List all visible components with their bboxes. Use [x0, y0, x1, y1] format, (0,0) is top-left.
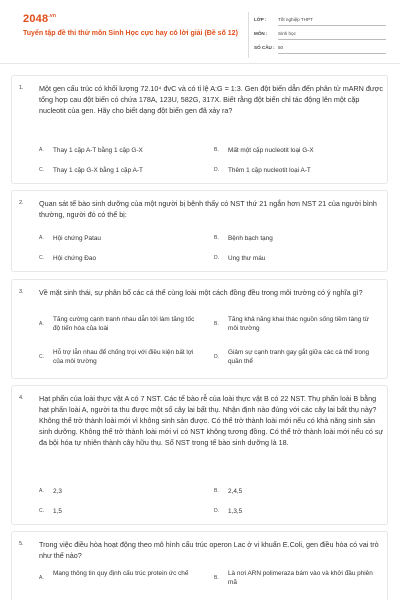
- question-number: 1.: [19, 85, 24, 91]
- question-card-2: 2. Quan sát tế bào sinh dưỡng của một người bị bệnh thấy có NST thứ 21 ngắn hơn NST 21 của người bình thường, người đó có thể bị: A. Hội chứng Patau B. Bệnh bạch tạng C. Hội chứng Đao D. Ung thư máu: [11, 190, 388, 272]
- question-number: 3.: [19, 289, 24, 295]
- meta-underline: [278, 53, 386, 54]
- question-card-4: 4. Hạt phấn của loài thực vật A có 7 NST. Các tế bào rễ của loài thực vật B có 22 NST. Thụ phấn loài B bằng hạt phấn loài A, người ta thu được một số cây lai bất thụ. Nhận định nào đúng với các cây lai bất thụ này? Không thể trở thành loài mới vì không sinh sản được. Có thể trở thành loài mới nếu có khả năng sinh sản sinh dưỡng. Không thể trở thành loài mới vì có NST không tương đồng. Có thể trở thành loài mới nếu có sự đa bội hóa tự nhiên thành cây hữu thụ. Số NST trong tế bào sinh dưỡng là 18. A. 2,3 B. 2,4,5 C. 1,5 D. 1,3,5: [11, 385, 388, 525]
- question-card-5: 5. Trong việc điều hòa hoạt động theo mô hình cấu trúc operon Lac ở vi khuẩn E.Coli, gen điều hòa có vai trò như thế nào? A. Mang thông tin quy định cấu trúc protein ức chế B. Là nơi ARN polimeraza bám vào và khởi đầu phiên mã: [11, 531, 388, 600]
- meta-value: Tốt nghiệp THPT: [278, 17, 313, 22]
- question-text: Một gen cấu trúc có khối lượng 72.10⁴ đvC và có tỉ lệ A:G = 1:3. Gen đột biến dẫn đến phân tử mARN được tổng hợp cau đột biến có chứa 178A, 123U, 582G, 317X. Biết rằng đột biến chỉ tác động lên một cặp nucleotit của gen. Hãy cho biết dạng đột biến gen đã xảy ra?: [39, 84, 383, 115]
- meta-underline: [278, 25, 386, 26]
- header-divider: [248, 12, 249, 58]
- meta-label: SỐ CÂU :: [254, 45, 275, 50]
- document-title: Tuyển tập đề thi thử môn Sinh Học cực hay có lời giải (Đề số 12): [23, 30, 238, 37]
- meta-label: LỚP :: [254, 17, 267, 22]
- site-logo[interactable]: [23, 13, 56, 25]
- logo-text: 2048: [23, 13, 49, 25]
- meta-class: [254, 17, 384, 22]
- question-text: Trong việc điều hòa hoạt động theo mô hình cấu trúc operon Lac ở vi khuẩn E.Coli, gen điều hòa có vai trò như thế nào?: [39, 540, 379, 560]
- question-text: Về mặt sinh thái, sự phân bố các cá thể cùng loài một cách đồng đều trong môi trường có ý nghĩa gì?: [39, 288, 363, 297]
- question-number: 2.: [19, 200, 24, 206]
- question-number: 4.: [19, 395, 24, 401]
- meta-underline: [278, 39, 386, 40]
- question-card-1: 1. Một gen cấu trúc có khối lượng 72.10⁴ đvC và có tỉ lệ A:G = 1:3. Gen đột biến dẫn đến phân tử mARN được tổng hợp cau đột biến có chứa 178A, 123U, 582G, 317X. Biết rằng đột biến chỉ tác động lên một cặp nucleotit của gen. Hãy cho biết dạng đột biến gen đã xảy ra? A. Thay 1 cặp A-T bằng 1 cặp G-X B. Mất một cặp nucleotit loại G-X C. Thay 1 cặp G-X bằng 1 cặp A-T D. Thêm 1 cặp nucleotit loại A-T: [11, 75, 388, 184]
- logo-suffix: .vn: [48, 13, 57, 19]
- header-separator: [0, 63, 400, 64]
- question-stem: Hạt phấn của loài thực vật A có 7 NST. Các tế bào rễ của loài thực vật B có 22 NST. Thụ phấn loài B bằng hạt phấn loài A, người ta thu được một số cây lai bất thụ. Nhận định nào đúng với các cây lai bất thụ này?: [39, 394, 377, 414]
- question-number: 5.: [19, 541, 24, 547]
- meta-value: Sinh học: [278, 31, 296, 36]
- question-text: [39, 393, 384, 448]
- meta-subject: [254, 31, 384, 36]
- meta-question-count: [254, 45, 384, 50]
- question-text: Quan sát tế bào sinh dưỡng của một người bị bệnh thấy có NST thứ 21 ngắn hơn NST 21 của người bình thường, người đó có thể bị:: [39, 199, 377, 219]
- meta-label: MÔN :: [254, 31, 268, 36]
- meta-value: 50: [278, 45, 284, 50]
- question-card-3: 3. Về mặt sinh thái, sự phân bố các cá thể cùng loài một cách đồng đều trong môi trường có ý nghĩa gì? A. Tăng cường cạnh tranh nhau dẫn tới làm tăng tốc độ tiến hóa của loài B. Tăng khả năng khai thác nguồn sống tiềm tàng từ môi trường C. Hỗ trợ lẫn nhau để chống trọi với điều kiện bất lợi của môi trường D. Giảm sự cạnh tranh gay gắt giữa các cá thể trong quần thể: [11, 279, 388, 379]
- question-statements: Không thể trở thành loài mới vì không sinh sản được. Có thể trở thành loài mới nếu có khả năng sinh sản sinh dưỡng. Không thể trở thành loài mới vì có NST không tương đồng. Có thể trở thành loài mới nếu có sự đa bội hóa tự nhiên thành cây hữu thụ. Số NST trong tế bào sinh dưỡng là 18.: [39, 416, 384, 447]
- document-header: [0, 0, 400, 62]
